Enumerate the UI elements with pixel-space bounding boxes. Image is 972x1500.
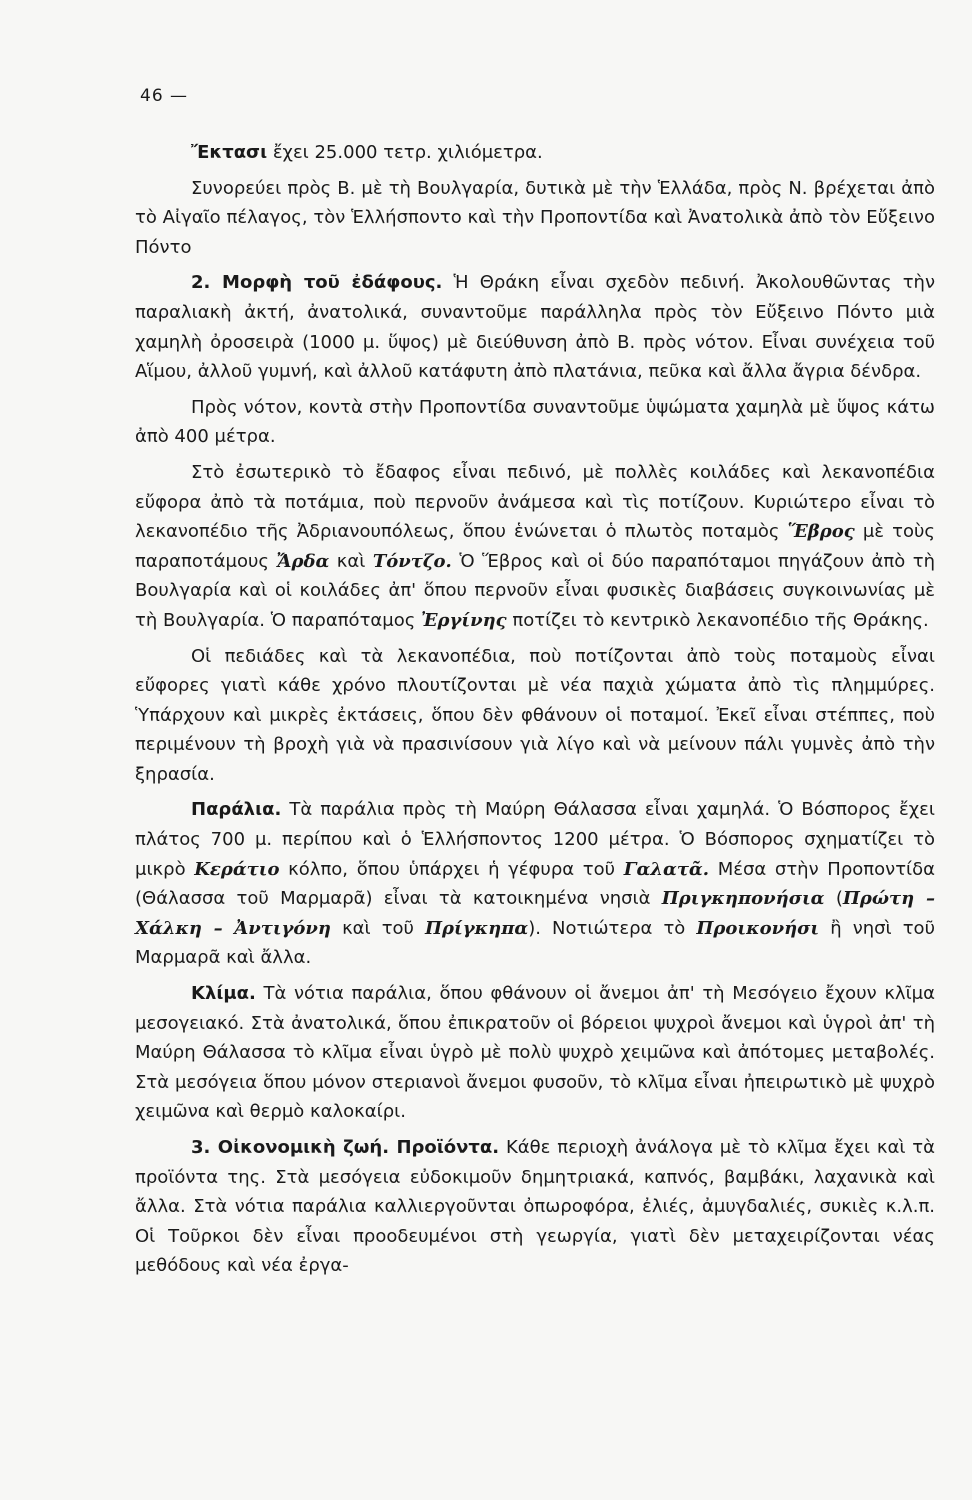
river-evros: Ἕβρος: [787, 521, 855, 543]
text: Συνορεύει πρὸς Β. μὲ τὴ Βουλγαρία, δυτικὰ μὲ τὴν Ἑλλάδα, πρὸς Ν. βρέχεται ἀπὸ τὸ Αἰγαῖο πέλαγος, τὸν Ἑλλήσποντο καὶ τὴν Προποντίδα καὶ Ἀνατολικὰ ἀπὸ τὸν Εὔξεινο Πόντο: [135, 177, 935, 258]
heading-economy: 3. Οἰκονομικὴ ζωή. Προϊόντα.: [191, 1137, 500, 1158]
text: Πρὸς νότον, κοντὰ στὴν Προποντίδα συναντοῦμε ὑψώματα χαμηλὰ μὲ ὕψος κάτω ἀπὸ 400 μέτρα.: [135, 396, 935, 448]
place-island-list: Πρώτη – Χάλκη – Ἀντιγόνη: [135, 888, 935, 939]
text: Στὸ ἐσωτερικὸ τὸ ἔδαφος εἶναι πεδινό, μὲ πολλὲς κοιλάδες καὶ λεκανοπέδια εὔφορα ἀπὸ τὰ ποτάμια, ποὺ περνοῦν ἀνάμεσα καὶ τὶς ποτίζουν. Κυριώτερο εἶναι τὸ λεκανοπέδιο τῆς Ἀδριανουπόλεως, ὅπου ἑνώνεται ὁ πλωτὸς ποταμὸς: [135, 461, 935, 543]
text: καὶ: [329, 550, 373, 572]
text: Ὁ Ἕβρος καὶ οἱ δύο παραπόταμοι πηγάζουν ἀπὸ τὴ Βουλγαρία καὶ οἱ κοιλάδες ἀπ' ὅπου περνοῦν εἶναι φυσικὲς διαβάσεις συγκοινωνίας μὲ τὴ Βουλγαρία. Ὁ παραπόταμος: [135, 550, 935, 631]
text: Οἱ πεδιάδες καὶ τὰ λεκανοπέδια, ποὺ ποτίζονται ἀπὸ τοὺς ποταμοὺς εἶναι εὔφορες γιατὶ κάθε χρόνο πλουτίζονται μὲ νέα παχιὰ χώματα ἀπὸ τὶς πλημμύρες. Ὑπάρχουν καὶ μικρὲς ἐκτάσεις, ὅπου δὲν φθάνουν οἱ ποταμοί. Ἐκεῖ εἶναι στέππες, ποὺ περιμένουν τὴ βροχὴ γιὰ νὰ πρασινίσουν γιὰ λίγο καὶ νὰ μείνουν πάλι γυμνὲς ἀπὸ τὴν ξηρασία.: [135, 645, 935, 785]
paragraph-climate: [135, 979, 935, 1127]
paragraph-interior: [135, 458, 935, 636]
heading-coasts: Παράλια.: [191, 799, 282, 821]
text: Τὰ νότια παράλια, ὅπου φθάνουν οἱ ἄνεμοι ἀπ' τὴ Μεσόγειο ἔχουν κλῖμα μεσογειακό. Στὰ ἀνατολικά, ὅπου ἐπικρατοῦν οἱ βόρειοι ψυχροὶ ἄνεμοι καὶ ὑγροὶ ἀπ' τὴ Μαύρη Θάλασσα τὸ κλῖμα εἶναι ὑγρὸ μὲ πολὺ ψυχρὸ χειμῶνα καὶ ἀπότομες μεταβολές. Στὰ μεσόγεια ὅπου μόνον στεριανοὶ ἄνεμοι φυσοῦν, τὸ κλῖμα εἶναι ἠπειρωτικὸ μὲ ψυχρὸ χειμῶνα καὶ θερμὸ καλοκαίρι.: [135, 983, 935, 1123]
text: μὲ τοὺς παραποτάμους: [135, 521, 935, 572]
paragraph-plains: [135, 642, 935, 790]
place-prinkipos: Πρίγκηπα: [425, 917, 529, 939]
text: ποτίζει τὸ κεντρικὸ λεκανοπέδιο τῆς Θράκης.: [506, 609, 929, 631]
place-princes-islands: Πριγκηπονήσια: [661, 888, 825, 910]
river-tonzos: Τόντζο.: [372, 550, 452, 572]
place-keratio: Κεράτιο: [194, 858, 280, 880]
text: ἔχει 25.000 τετρ. χιλιόμετρα.: [267, 142, 543, 163]
text: κόλπο, ὅπου ὑπάρχει ἡ γέφυρα τοῦ: [279, 858, 624, 880]
text: ). Νοτιώτερα τὸ: [528, 917, 697, 939]
text: ἢ νησὶ τοῦ Μαρμαρᾶ καὶ ἄλλα.: [135, 917, 935, 969]
paragraph-coasts: [135, 795, 935, 973]
text: (: [824, 888, 843, 910]
page-number: 46 —: [140, 86, 189, 106]
text: Τὰ παράλια πρὸς τὴ Μαύρη Θάλασσα εἶναι χαμηλά. Ὁ Βόσπορος ἔχει πλάτος 700 μ. περίπου καὶ ὁ Ἑλλήσποντος 1200 μέτρα. Ὁ Βόσπορος σχηματίζει τὸ μικρὸ: [135, 799, 935, 880]
river-erginis: Ἐργίνης: [421, 609, 507, 631]
text: Ἡ Θράκη εἶναι σχεδὸν πεδινή. Ἀκολουθῶντας τὴν παραλιακὴ ἀκτή, ἀνατολικά, συναντοῦμε παράλληλα πρὸς τὸν Εὔξεινο Πόντο μιὰ χαμηλὴ ὀροσειρὰ (1000 μ. ὕψος) μὲ διεύθυνση ἀπὸ Β. πρὸς νότον. Εἶναι συνέχεια τοῦ Αἵμου, ἀλλοῦ γυμνή, καὶ ἀλλοῦ κατάφυτη ἀπὸ πλατάνια, πεῦκα καὶ ἄλλα ἄγρια δένδρα.: [135, 272, 935, 383]
paragraph-extent: [135, 138, 935, 168]
page-body: [135, 138, 935, 1281]
river-arda: Ἄρδα: [276, 550, 330, 572]
paragraph-borders: [135, 174, 935, 263]
heading-climate: Κλίμα.: [191, 983, 256, 1005]
paragraph-south-hills: [135, 393, 935, 452]
text: Μέσα στὴν Προποντίδα (Θάλασσα τοῦ Μαρμαρᾶ) εἶναι τὰ κατοικημένα νησιὰ: [135, 858, 935, 910]
heading-relief: 2. Μορφὴ τοῦ ἐδάφους.: [191, 272, 443, 294]
text: Κάθε περιοχὴ ἀνάλογα μὲ τὸ κλῖμα ἔχει καὶ τὰ προϊόντα της. Στὰ μεσόγεια εὐδοκιμοῦν δημητριακά, καπνός, βαμβάκι, λαχανικὰ καὶ ἄλλα. Στὰ νότια παράλια καλλιεργοῦνται ὀπωροφόρα, ἐλιές, ἀμυγδαλιές, συκιὲς κ.λ.π. Οἱ Τοῦρκοι δὲν εἶναι προοδευμένοι στὴ γεωργία, γιατὶ δὲν μεταχειρίζονται νέας μεθόδους καὶ νέα ἐργα-: [135, 1137, 935, 1277]
place-proikonisi: Προικονήσι: [696, 917, 820, 939]
paragraph-economy: [135, 1133, 935, 1281]
place-galata: Γαλατᾶ.: [623, 858, 710, 880]
heading-extent: Ἔκτασι: [191, 142, 268, 163]
paragraph-relief: [135, 268, 935, 386]
text: καὶ τοῦ: [331, 917, 426, 939]
